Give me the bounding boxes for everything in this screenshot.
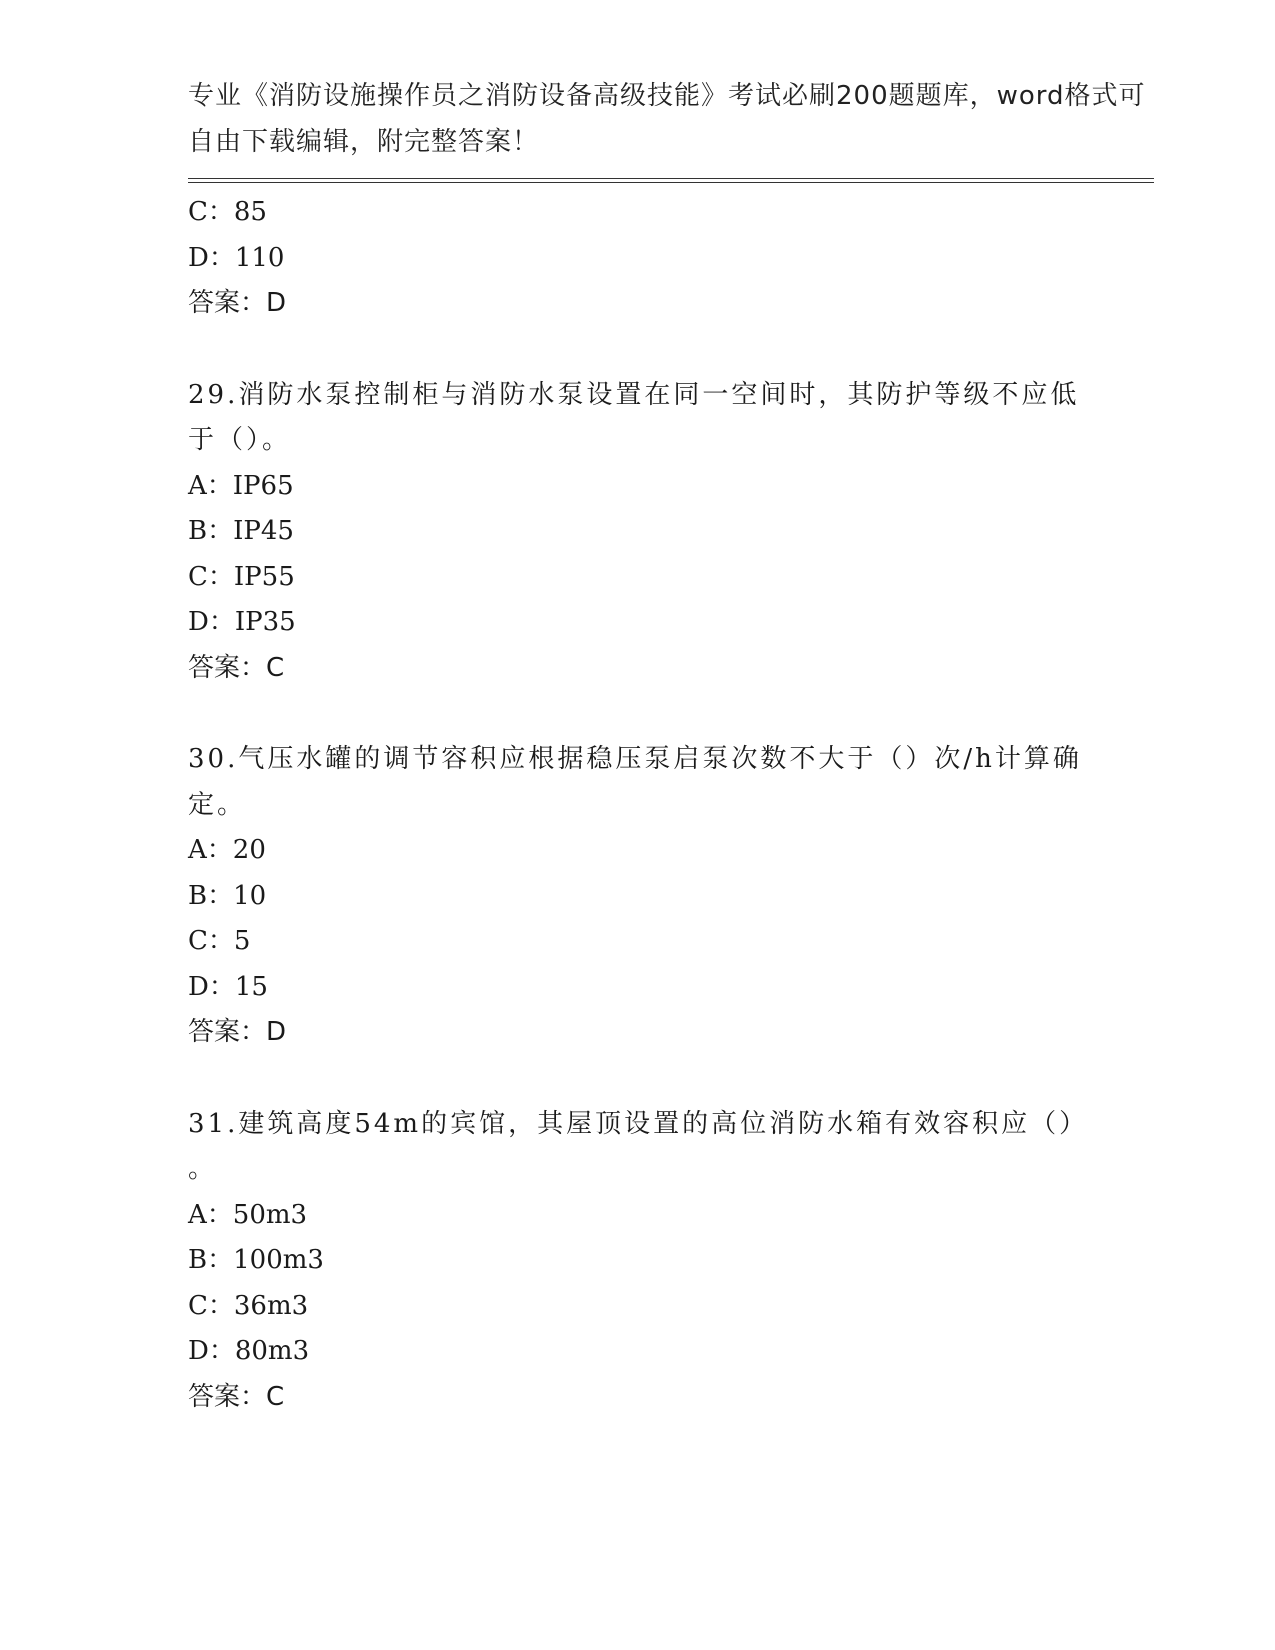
question-30 [188,737,1088,1056]
answer-line: 答案：D [188,1017,287,1047]
option-d: D：80m3 [188,1336,310,1366]
option-c: C：36m3 [188,1290,309,1321]
option-b: B：10 [188,880,267,911]
option-c: C：5 [188,926,251,956]
question-stem [188,1102,1088,1193]
option-c: C：IP55 [188,561,295,592]
option-a: A：50m3 [188,1199,308,1230]
option-d: D：110 [188,242,285,273]
header-line-2: 自由下载编辑，附完整答案！ [188,126,540,157]
question-continued [188,190,1088,327]
answer-line: 答案：C [188,652,285,683]
option-d: D：15 [188,971,268,1002]
header-line-1: 专业《消防设施操作员之消防设备高级技能》考试必刷200题题库，word格式可 [188,81,1146,111]
stem-line: 定。 [188,789,247,820]
question-list [188,190,1088,1420]
option-d: D：IP35 [188,607,296,637]
option-a: A：IP65 [188,470,294,501]
header-divider [188,178,1154,183]
answer-line: 答案：C [188,1381,285,1412]
option-c: C：85 [188,197,267,227]
answer-line: 答案：D [188,288,287,318]
question-29 [188,373,1088,692]
option-b: B：IP45 [188,516,294,546]
page-header [188,74,1146,165]
stem-line: 29.消防水泵控制柜与消防水泵设置在同一空间时，其防护等级不应低 [188,379,1080,410]
option-b: B：100m3 [188,1245,324,1275]
stem-line: 31.建筑高度54m的宾馆，其屋顶设置的高位消防水箱有效容积应（） [188,1108,1089,1139]
question-31 [188,1102,1088,1421]
stem-line: 于（）。 [188,425,292,455]
stem-line: 30.气压水罐的调节容积应根据稳压泵启泵次数不大于（）次/h计算确 [188,744,1082,774]
option-a: A：20 [188,835,266,865]
stem-line: 。 [188,1154,218,1184]
question-stem [188,373,1088,464]
question-stem [188,737,1088,828]
